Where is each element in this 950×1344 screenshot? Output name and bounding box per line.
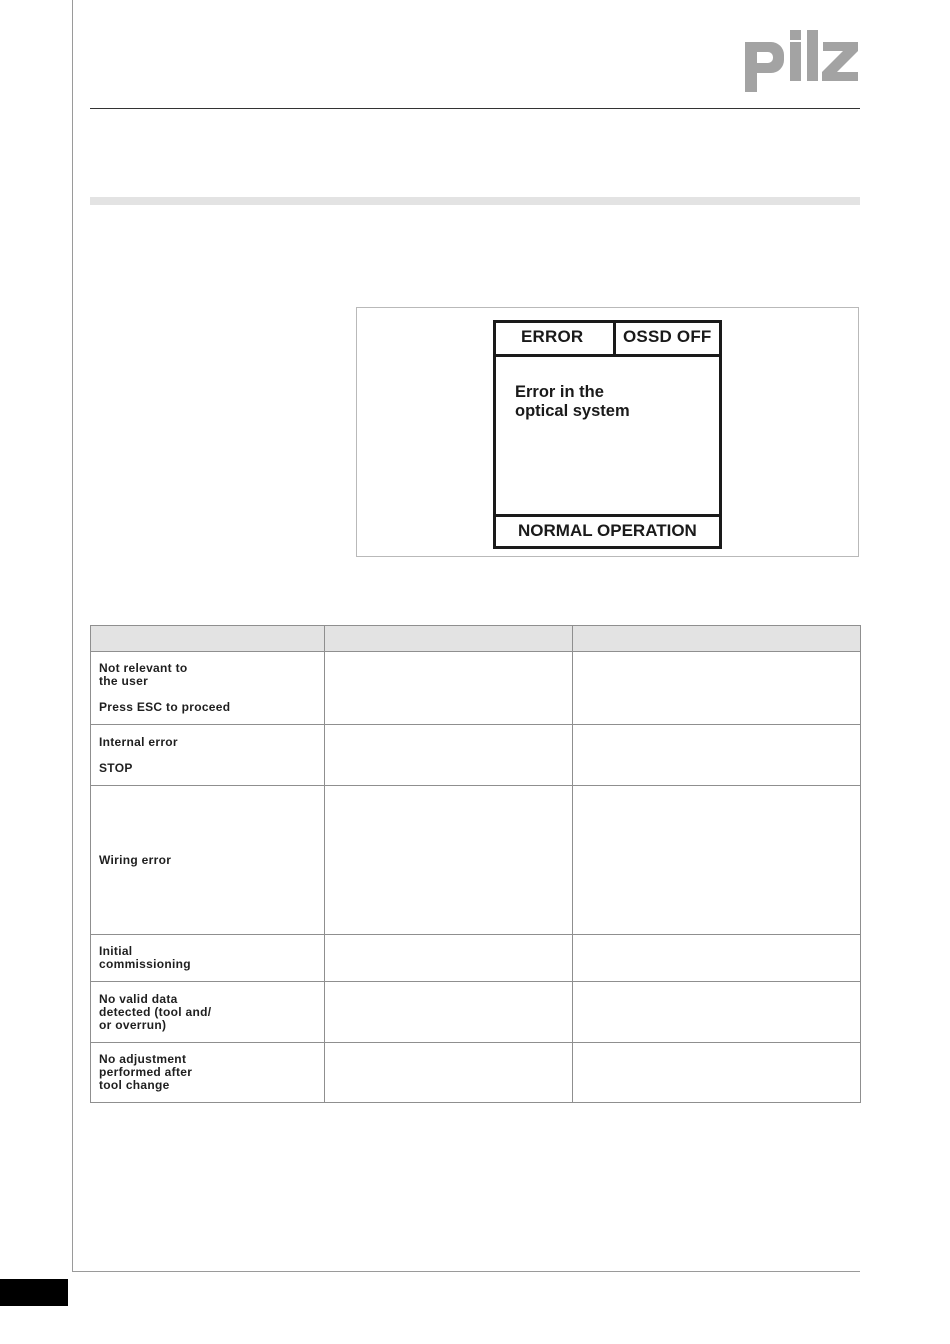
lcd-display: [493, 320, 722, 549]
table-header-cell: [573, 626, 861, 652]
table-cell-error: [91, 786, 325, 935]
lcd-message: [515, 383, 630, 421]
table-cell: [325, 982, 573, 1043]
table-cell: [573, 935, 861, 982]
cell-line: detected (tool and/: [99, 1004, 212, 1019]
lcd-mode-label: NORMAL OPERATION: [518, 521, 697, 540]
table-cell-error: [91, 652, 325, 725]
table-header-cell: [325, 626, 573, 652]
section-bar: [90, 197, 860, 205]
table-row: [91, 725, 861, 786]
table-cell: [325, 935, 573, 982]
table-cell-error: [91, 935, 325, 982]
cell-line: performed after: [99, 1065, 193, 1079]
lcd-error-label: ERROR: [521, 327, 584, 346]
table-cell: [573, 1043, 861, 1103]
page-tab-marker: [0, 1279, 68, 1306]
pilz-logo: [742, 28, 862, 96]
table-cell: [325, 786, 573, 935]
cell-line: No valid data: [99, 991, 178, 1006]
table-cell-error: [91, 725, 325, 786]
table-cell: [325, 1043, 573, 1103]
cell-line: Initial: [99, 944, 133, 958]
table-cell: [325, 725, 573, 786]
cell-line: Wiring error: [99, 852, 172, 867]
cell-line: No adjustment: [99, 1052, 187, 1066]
table-cell-error: [91, 1043, 325, 1103]
table-row: [91, 982, 861, 1043]
cell-line: Not relevant to: [99, 661, 188, 675]
table-row: [91, 652, 861, 725]
lcd-message-line-1: Error in the: [515, 383, 604, 401]
lcd-ossd-label: OSSD OFF: [623, 327, 712, 346]
footer-rule: [72, 1271, 860, 1272]
lcd-header-divider: [613, 323, 616, 354]
table-cell: [573, 786, 861, 935]
table-cell: [573, 725, 861, 786]
table-row: [91, 786, 861, 935]
cell-line: Press ESC to proceed: [99, 700, 231, 714]
cell-line: the user: [99, 674, 149, 688]
table-cell: [325, 652, 573, 725]
header-rule: [90, 108, 860, 109]
lcd-message-line-2: optical system: [515, 402, 630, 420]
cell-line: commissioning: [99, 957, 191, 971]
error-table: [90, 625, 860, 1103]
table-cell: [573, 652, 861, 725]
cell-line: tool change: [99, 1078, 170, 1092]
cell-line: or overrun): [99, 1017, 167, 1032]
table-row: [91, 935, 861, 982]
table-header-row: [91, 626, 861, 652]
lcd-header: [496, 323, 719, 357]
table-cell-error: [91, 982, 325, 1043]
table-row: [91, 1043, 861, 1103]
table-header-cell: [91, 626, 325, 652]
cell-line: STOP: [99, 760, 133, 775]
lcd-footer: [496, 514, 719, 546]
left-margin-rule: [72, 0, 73, 1272]
cell-line: Internal error: [99, 734, 178, 749]
table-cell: [573, 982, 861, 1043]
